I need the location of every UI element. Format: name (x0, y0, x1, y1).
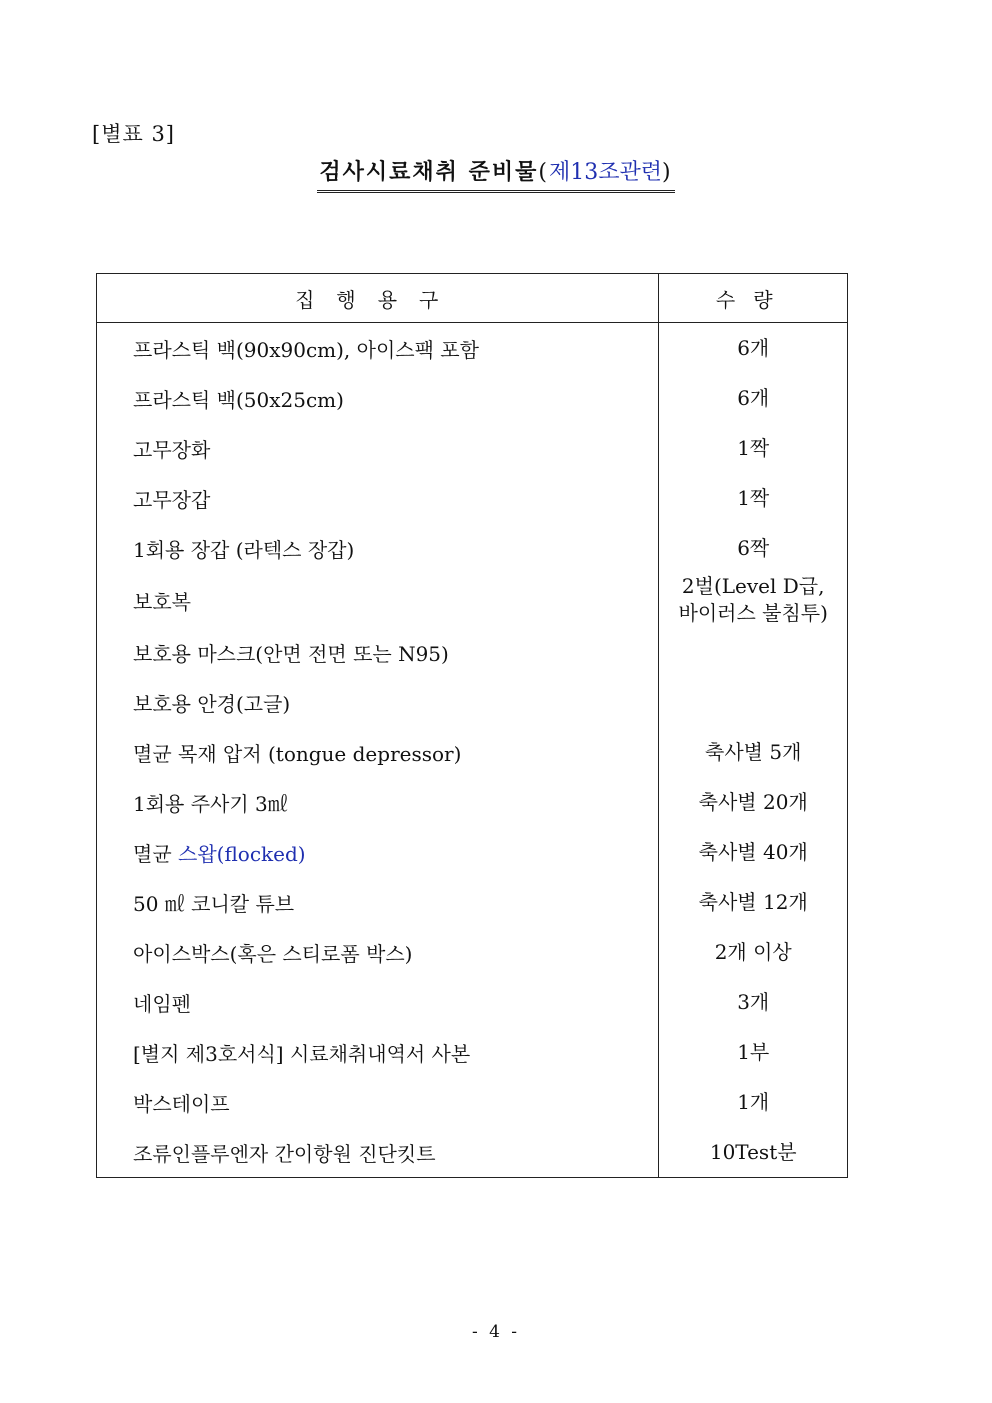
table-row (97, 877, 848, 927)
table-row (97, 1077, 848, 1127)
item-cell (97, 827, 659, 877)
table-row (97, 1027, 848, 1077)
qty-cell: 축사별 40개 (659, 827, 848, 877)
table-row (97, 523, 848, 573)
table-row (97, 677, 848, 727)
table-row (97, 573, 848, 627)
qty-line-2: 바이러스 불침투) (678, 601, 828, 625)
qty-cell (659, 627, 848, 677)
qty-cell (659, 677, 848, 727)
preparation-table (96, 273, 848, 1178)
table-header-row (97, 274, 848, 323)
item-cell: 보호복 (97, 573, 659, 627)
header-item: 집행용구 (97, 274, 659, 323)
qty-cell: 1짝 (659, 423, 848, 473)
annex-label: [별표 3] (92, 122, 175, 146)
item-cell: 멸균 목재 압저 (tongue depressor) (97, 727, 659, 777)
title-container (0, 155, 992, 193)
qty-cell: 1부 (659, 1027, 848, 1077)
qty-cell: 3개 (659, 977, 848, 1027)
item-cell: 프라스틱 백(90x90cm), 아이스팩 포함 (97, 323, 659, 374)
qty-cell: 축사별 20개 (659, 777, 848, 827)
qty-cell: 2개 이상 (659, 927, 848, 977)
qty-cell: 6짝 (659, 523, 848, 573)
table-row (97, 777, 848, 827)
qty-cell: 10Test분 (659, 1127, 848, 1178)
title-main: 검사시료채취 준비물 (319, 159, 539, 185)
header-quantity: 수량 (659, 274, 848, 323)
item-cell: 조류인플루엔자 간이항원 진단킷트 (97, 1127, 659, 1178)
item-cell: 네임펜 (97, 977, 659, 1027)
item-prefix: 멸균 (133, 841, 178, 866)
table-row (97, 473, 848, 523)
item-cell: [별지 제3호서식] 시료채취내역서 사본 (97, 1027, 659, 1077)
qty-line-1: 2벌(Level D급, (681, 574, 825, 598)
item-cell: 박스테이프 (97, 1077, 659, 1127)
table-row (97, 323, 848, 374)
title-paren-close: ) (661, 160, 673, 185)
title-paren-open: ( (538, 160, 549, 185)
item-highlight: 스왑(flocked) (178, 841, 306, 866)
item-cell: 보호용 안경(고글) (97, 677, 659, 727)
item-cell: 1회용 장갑 (라텍스 장갑) (97, 523, 659, 573)
title-reference: 제13조관련 (548, 160, 662, 185)
item-cell: 고무장갑 (97, 473, 659, 523)
item-cell: 1회용 주사기 3㎖ (97, 777, 659, 827)
qty-cell: 1짝 (659, 473, 848, 523)
item-cell: 보호용 마스크(안면 전면 또는 N95) (97, 627, 659, 677)
table-row (97, 627, 848, 677)
table-row (97, 727, 848, 777)
item-cell: 프라스틱 백(50x25cm) (97, 373, 659, 423)
item-cell: 고무장화 (97, 423, 659, 473)
qty-cell (659, 573, 848, 627)
table-row (97, 977, 848, 1027)
page-title (317, 155, 674, 193)
table-row (97, 927, 848, 977)
table-row (97, 1127, 848, 1178)
qty-cell: 6개 (659, 373, 848, 423)
qty-cell: 축사별 5개 (659, 727, 848, 777)
item-cell: 50 ㎖ 코니칼 튜브 (97, 877, 659, 927)
item-cell: 아이스박스(혹은 스티로폼 박스) (97, 927, 659, 977)
table-row (97, 423, 848, 473)
table-row (97, 827, 848, 877)
qty-cell: 1개 (659, 1077, 848, 1127)
page-number: - 4 - (471, 1322, 521, 1342)
qty-cell: 6개 (659, 323, 848, 374)
table-row (97, 373, 848, 423)
qty-cell: 축사별 12개 (659, 877, 848, 927)
